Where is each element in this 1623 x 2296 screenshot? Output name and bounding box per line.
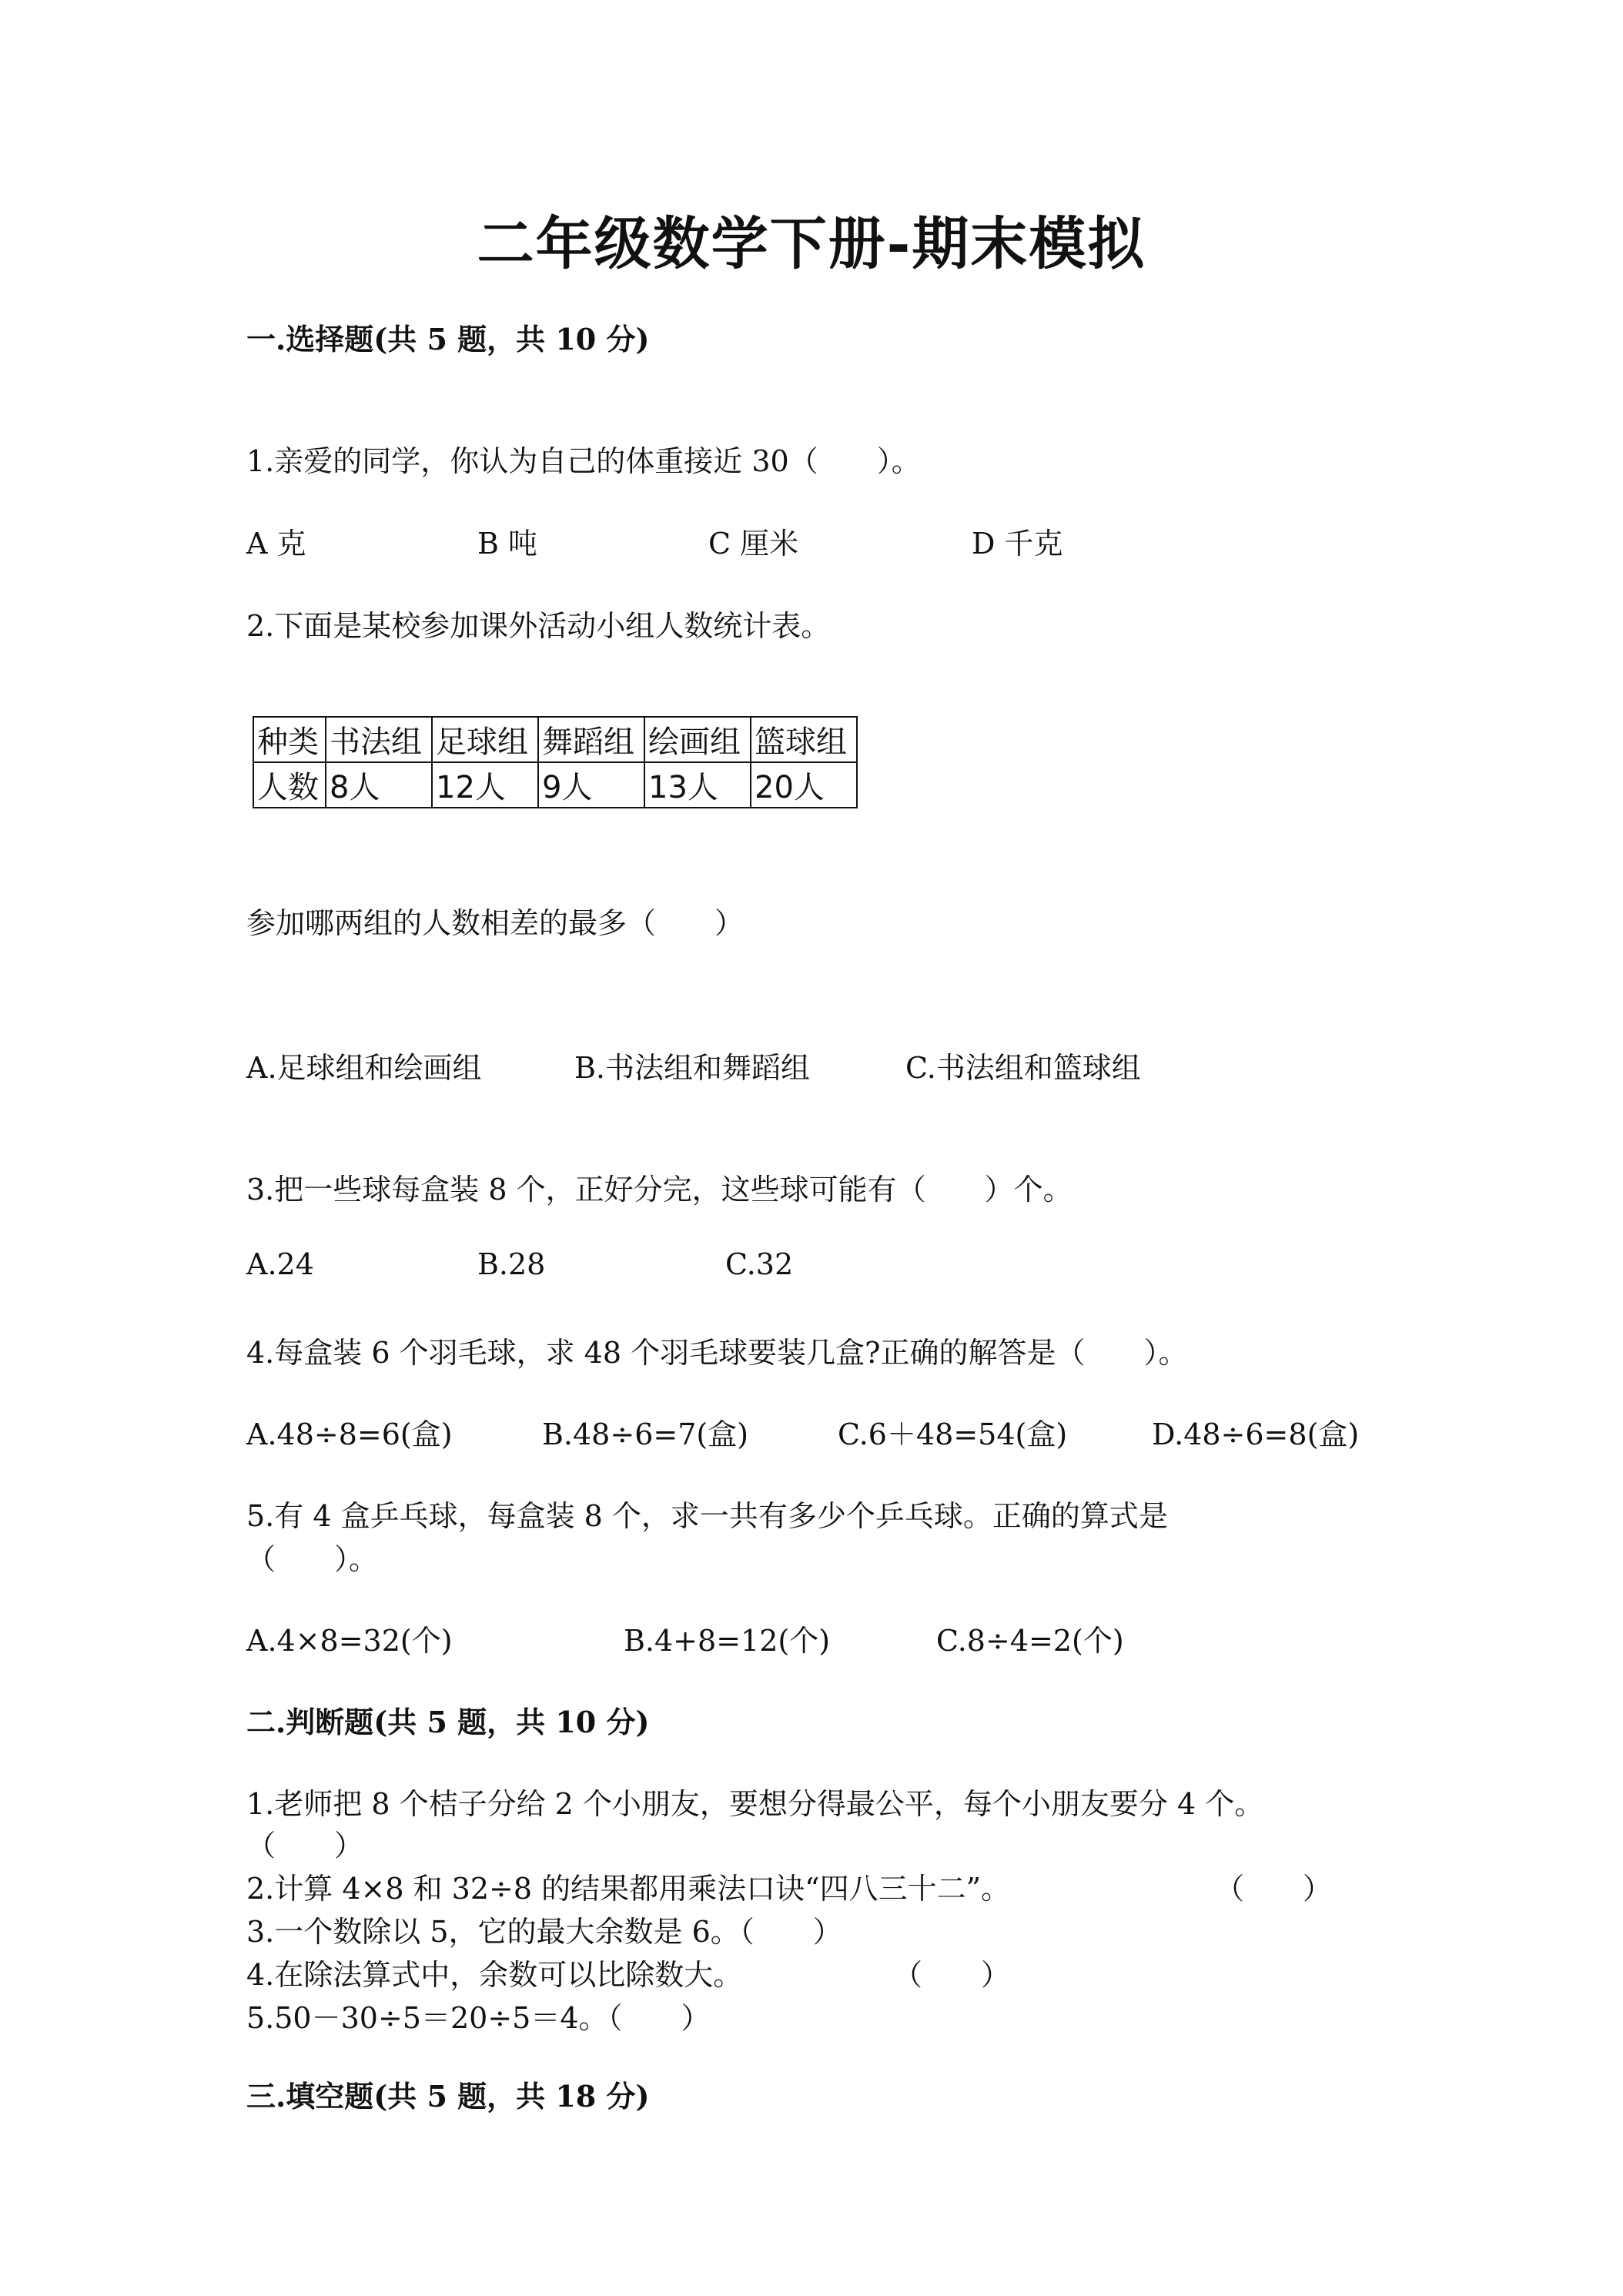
judgement-4-blank: （ ） <box>893 1958 1011 1992</box>
q3-option-b: B.28 <box>477 1247 546 1281</box>
table-cell: 9人 <box>538 762 644 808</box>
table-cell: 舞蹈组 <box>538 717 644 762</box>
table-cell: 13人 <box>644 762 751 808</box>
q2-option-a: A.足球组和绘画组 <box>246 1051 482 1085</box>
section-heading-fill-blank: 三.填空题(共 5 题，共 18 分) <box>246 2079 650 2114</box>
q4-option-c: C.6＋48=54(盒) <box>838 1417 1068 1451</box>
section-heading-choice: 一.选择题(共 5 题，共 10 分) <box>246 322 650 356</box>
q2-option-c: C.书法组和篮球组 <box>905 1051 1141 1085</box>
table-cell: 书法组 <box>326 717 432 762</box>
q1-option-b: B 吨 <box>477 527 538 561</box>
judgement-1: 1.老师把 8 个桔子分给 2 个小朋友，要想分得最公平，每个小朋友要分 4 个。 <box>246 1787 1264 1821</box>
table-cell: 人数 <box>253 762 326 808</box>
q5-option-c: C.8÷4=2(个) <box>936 1624 1124 1658</box>
judgement-2: 2.计算 4×8 和 32÷8 的结果都用乘法口诀“四八三十二”。 <box>246 1872 1010 1906</box>
q4-option-d: D.48÷6=8(盒) <box>1152 1417 1360 1451</box>
section-heading-judgement: 二.判断题(共 5 题，共 10 分) <box>246 1705 650 1739</box>
table-cell: 种类 <box>253 717 326 762</box>
question-4: 4.每盒装 6 个羽毛球，求 48 个羽毛球要装几盒?正确的解答是（ ）。 <box>246 1336 1188 1370</box>
q1-option-a: A 克 <box>246 527 306 561</box>
q1-option-d: D 千克 <box>972 527 1063 561</box>
question-1: 1.亲爱的同学，你认为自己的体重接近 30（ ）。 <box>246 444 921 478</box>
page-title: 二年级数学下册-期末模拟 <box>477 211 1146 277</box>
q4-option-a: A.48÷8=6(盒) <box>246 1417 453 1451</box>
table-cell: 20人 <box>751 762 857 808</box>
table-cell: 12人 <box>432 762 538 808</box>
q2-option-b: B.书法组和舞蹈组 <box>574 1051 811 1085</box>
judgement-2-blank: （ ） <box>1215 1872 1333 1906</box>
judgement-3: 3.一个数除以 5，它的最大余数是 6。（ ） <box>246 1915 842 1949</box>
q3-option-c: C.32 <box>725 1247 794 1281</box>
judgement-1-blank: （ ） <box>246 1829 364 1863</box>
table-cell: 足球组 <box>432 717 538 762</box>
q5-option-b: B.4+8=12(个) <box>624 1624 831 1658</box>
question-5: 5.有 4 盒乒乓球，每盒装 8 个，求一共有多少个乒乓球。正确的算式是 <box>246 1499 1168 1533</box>
table-cell: 篮球组 <box>751 717 857 762</box>
table-row <box>253 762 857 808</box>
q1-option-c: C 厘米 <box>708 527 799 561</box>
question-3: 3.把一些球每盒装 8 个，正好分完，这些球可能有（ ）个。 <box>246 1173 1073 1207</box>
judgement-4: 4.在除法算式中，余数可以比除数大。 <box>246 1958 743 1992</box>
q4-option-b: B.48÷6=7(盒) <box>542 1417 749 1451</box>
q3-option-a: A.24 <box>246 1247 314 1281</box>
q5-option-a: A.4×8=32(个) <box>246 1624 453 1658</box>
q2-prompt: 参加哪两组的人数相差的最多（ ） <box>246 906 745 940</box>
table-cell: 8人 <box>326 762 432 808</box>
question-5-blank: （ ）。 <box>246 1542 379 1576</box>
question-2: 2.下面是某校参加课外活动小组人数统计表。 <box>246 609 831 643</box>
activity-stats-table <box>253 716 858 808</box>
judgement-5: 5.50－30÷5＝20÷5＝4。（ ） <box>246 2001 711 2035</box>
table-cell: 绘画组 <box>644 717 751 762</box>
table-header-row <box>253 717 857 762</box>
